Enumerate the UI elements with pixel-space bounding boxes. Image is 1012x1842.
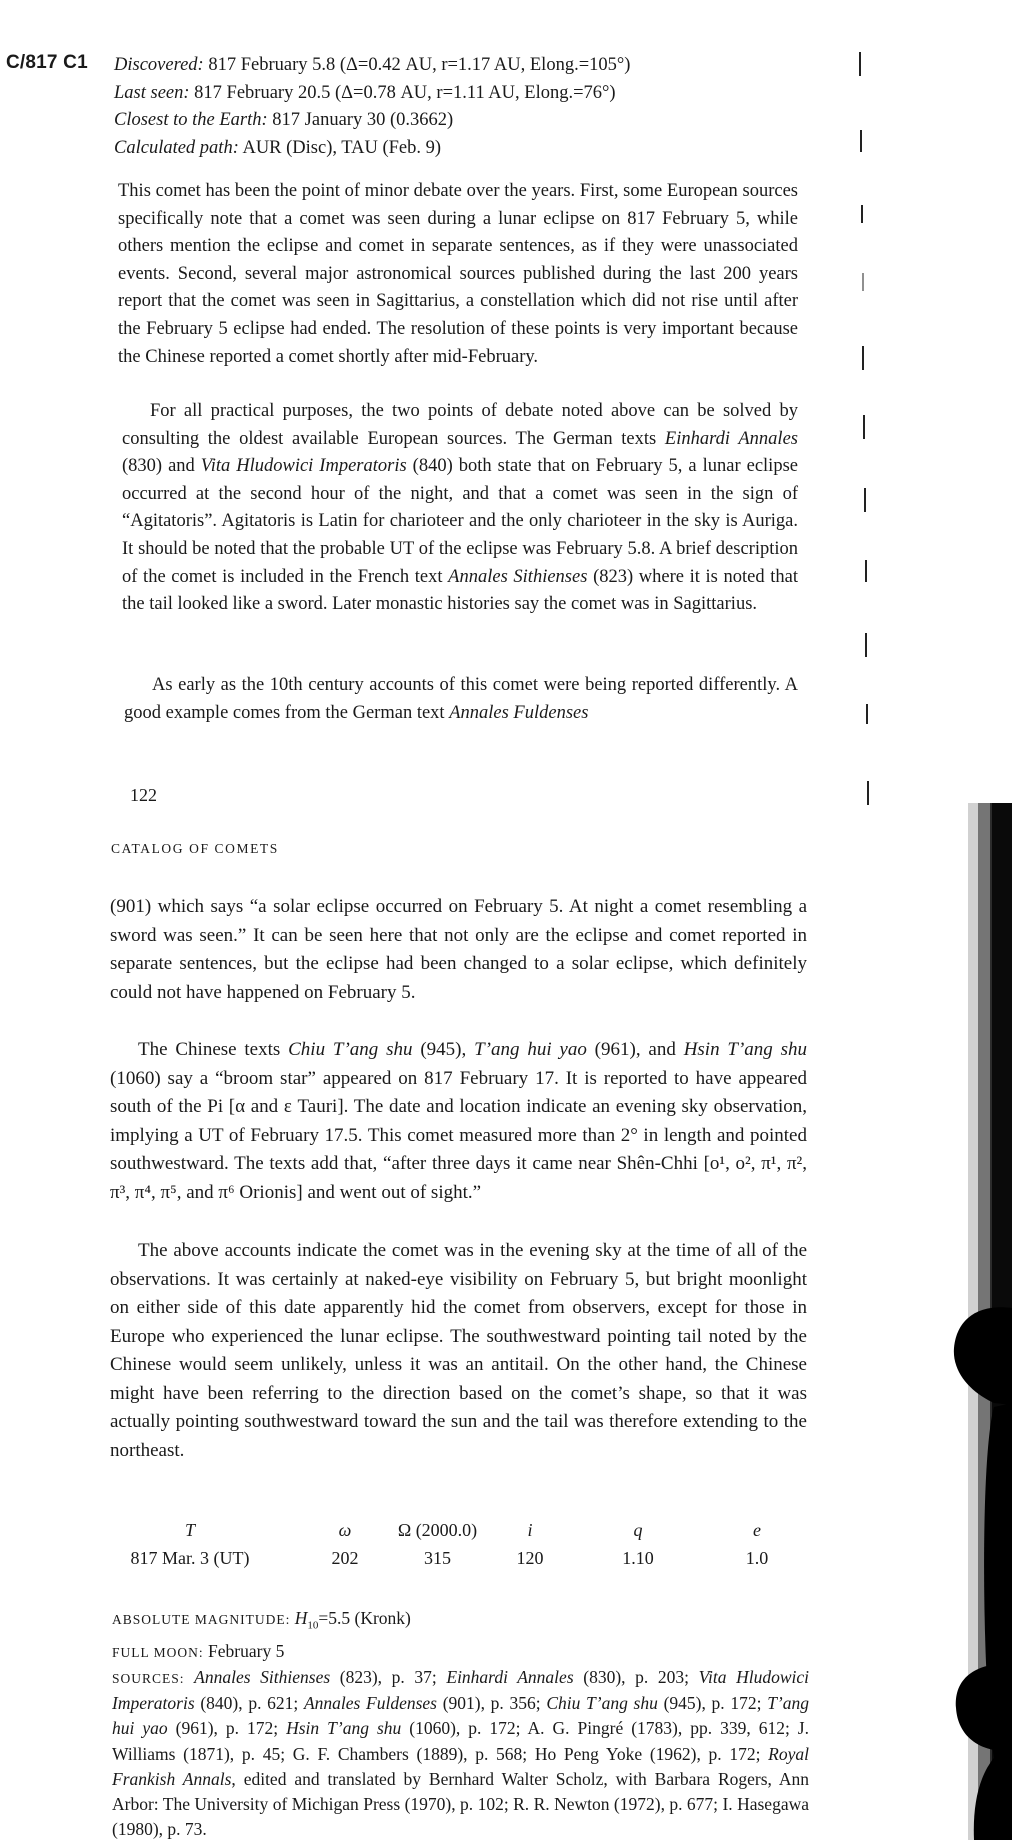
closest-earth-value: 817 January 30 (0.3662) (267, 110, 454, 130)
shadow-blob (954, 1307, 1012, 1405)
text-run: (823) where it is noted that the tail looked like a sword. Later monastic histories say the comet was in Sagittarius. (122, 566, 799, 615)
margin-mark (863, 415, 865, 439)
paragraph-debate: This comet has been the point of minor debate over the years. First, some European sources specifically note that a comet was seen during a lunar eclipse on 817 February 5, while others mention the eclipse and comet in separate sentences, as if they were unassociated events. Second, several major astronomical sources published during the last 200 years report that the comet was seen in Sagittarius, a constellation which did not rise until after the February 5 eclipse had ended. The resolution of these points is very important because the Chinese reported a comet shortly after mid-February. (118, 181, 798, 367)
paragraph-conclusion: The above accounts indicate the comet was in the evening sky at the time of all of the observations. It was certainly at naked-eye visibility on February 5, but bright moonlight on either side of this date apparently hid the comet from observers, except for those in Europe who experienced the lunar eclipse. The southwestward pointing tail noted by the Chinese would seem unlikely, unless it was an antitail. On the other hand, the Chinese might have been referring to the direction based on the comet’s shape, so that it was actually pointing southwestward toward the sun and the tail was therefore extending to the northeast. (110, 1240, 807, 1461)
source-citation: (840), p. 621; (194, 1693, 304, 1714)
text-run: The Chinese texts (138, 1039, 289, 1060)
sources-body (112, 1667, 809, 1839)
orbit-header-i: i (527, 1520, 533, 1540)
discovered-line (114, 52, 630, 80)
source-title: Einhardi Annales (446, 1666, 574, 1687)
orbit-header-T: T (184, 1520, 195, 1540)
full-moon-label: FULL MOON: (112, 1644, 204, 1660)
margin-mark (865, 633, 867, 657)
orbit-value-node: 315 (424, 1548, 451, 1568)
text-run: As early as the 10th century accounts of this comet were being reported differently. A good example comes from the German text (124, 675, 798, 723)
source-title: T’ang hui yao (112, 1693, 809, 1739)
magnitude-symbol: H (294, 1608, 308, 1628)
margin-mark (860, 130, 862, 152)
text-run: (830) and (122, 456, 201, 477)
source-title: Vita Hludowici Imperatoris (112, 1666, 810, 1714)
margin-mark (864, 488, 866, 512)
source-citation (185, 1667, 195, 1687)
title-sithienses: Annales Sithienses (448, 566, 588, 587)
source-citation: (1060), p. 172; A. G. Pingré (1783), pp. 339, 612; J. Williams (1871), p. 45; G. F. Chambers (1889), p. 568; Ho Peng Yoke (1962), p. 172; (112, 1718, 809, 1764)
text-run: (945), (412, 1039, 475, 1060)
sources-label: SOURCES: (112, 1670, 185, 1686)
page-number: 122 (130, 785, 157, 805)
sources-list (112, 1665, 809, 1842)
margin-mark (861, 205, 863, 223)
absolute-magnitude-value: =5.5 (Kronk) (318, 1608, 411, 1628)
closest-earth-line (114, 107, 630, 135)
source-title: Annales Sithienses (194, 1666, 331, 1687)
last-seen-label: Last seen: (114, 82, 190, 103)
margin-mark (859, 52, 861, 76)
source-citation: (945), p. 172; (657, 1693, 768, 1714)
margin-mark (866, 704, 868, 724)
discovered-label: Discovered: (114, 55, 204, 75)
source-citation: (961), p. 172; (167, 1718, 287, 1739)
title-fuldenses: Annales Fuldenses (449, 702, 589, 723)
text-run: For all practical purposes, the two points of debate noted above can be solved by consulting the oldest available European sources. The German texts (122, 401, 798, 449)
calculated-path-value: AUR (Disc), TAU (Feb. 9) (238, 137, 442, 158)
paragraph-chinese-texts (110, 1036, 807, 1207)
margin-mark (862, 346, 864, 370)
orbit-value-q: 1.10 (622, 1548, 654, 1568)
source-title: Chiu T’ang shu (546, 1693, 658, 1714)
title-chiu-tang-shu: Chiu T’ang shu (288, 1039, 413, 1060)
shadow-blob (956, 1663, 1012, 1751)
text-run: (961), and (586, 1039, 684, 1060)
source-title: Annales Fuldenses (303, 1693, 437, 1714)
last-seen-line (114, 80, 630, 108)
orbit-header-q: q (633, 1520, 643, 1540)
full-moon-value: February 5 (203, 1640, 285, 1661)
running-head: CATALOG OF COMETS (111, 841, 279, 856)
paragraph-tenth-century (124, 672, 798, 727)
source-citation: (830), p. 203; (573, 1666, 699, 1687)
orbit-header-omega: ω (338, 1520, 352, 1540)
discovered-value: 817 February 5.8 (Δ=0.42 AU, r=1.17 AU, Elong.=105°) (203, 55, 631, 75)
title-vita: Vita Hludowici Imperatoris (200, 456, 407, 477)
magnitude-subscript: 10 (307, 1619, 319, 1632)
comet-designation: C/817 C1 (6, 52, 88, 73)
margin-mark (865, 560, 867, 582)
source-title: Hsin T’ang shu (286, 1718, 402, 1739)
orbit-value-T: 817 Mar. 3 (UT) (130, 1548, 250, 1568)
orbit-header-e: e (753, 1520, 761, 1540)
last-seen-value: 817 February 20.5 (Δ=0.78 AU, r=1.11 AU, Elong.=76°) (189, 82, 616, 103)
source-citation: (901), p. 356; (437, 1693, 547, 1714)
orbit-value-i: 120 (516, 1548, 544, 1568)
title-tang-hui-yao: T’ang hui yao (474, 1039, 587, 1060)
margin-mark (867, 781, 869, 805)
scan-shadow (934, 803, 1012, 1840)
orbit-header-node: Ω (2000.0) (397, 1520, 478, 1540)
source-citation: , edited and translated by Bernhard Walter Scholz, with Barbara Rogers, Ann Arbor: The University of Michigan Press (1970), p. 102; R. R. Newton (1972), p. 677; I. Hasegawa (1980), p. 73. (112, 1768, 809, 1840)
orbit-value-omega: 202 (331, 1548, 359, 1568)
comet-header (114, 52, 630, 162)
margin-mark (862, 273, 864, 291)
paragraph-sources (122, 398, 798, 619)
title-hsin-tang-shu: Hsin T’ang shu (683, 1039, 808, 1060)
text-run: (1060) say a “broom star” appeared on 817 February 17. It is reported to have appeared south of the Pi [α and ε Tauri]. The date and location indicate an evening sky observation, implying a UT of February 17.5. This comet measured more than 2° in length and pointed southwestward. The texts add that, “after three days it came near Shên-Chhi [o¹, o², π¹, π², π³, π⁴, π⁵, and π⁶ Orionis] and went out of sight.” (110, 1067, 807, 1203)
orbit-value-e: 1.0 (745, 1548, 769, 1568)
closest-earth-label: Closest to the Earth: (114, 110, 268, 130)
calculated-path-label: Calculated path: (114, 137, 239, 158)
catalog-notes (112, 1606, 809, 1842)
full-moon-line (112, 1639, 809, 1665)
paragraph-solar-eclipse: (901) which says “a solar eclipse occurred on February 5. At night a comet resembling a sword was seen.” It can be seen here that not only are the eclipse and comet reported in separate sentences, but the eclipse had been changed to a solar eclipse, which definitely could not have happened on February 5. (110, 896, 807, 1003)
absolute-magnitude-label: ABSOLUTE MAGNITUDE: (112, 1612, 291, 1627)
text-run: (840) both state that on February 5, a lunar eclipse occurred at the second hour of the night, and that a comet was seen in the sign of “Agitatoris”. Agitatoris is Latin for charioteer and the only charioteer in the sky is Auriga. It should be noted that the probable UT of the eclipse was February 5.8. A brief description of the comet is included in the French text (122, 456, 798, 587)
calculated-path-line (114, 135, 630, 163)
source-title: Royal Frankish Annals (112, 1743, 809, 1789)
source-citation: (823), p. 37; (330, 1666, 447, 1687)
title-einhardi: Einhardi Annales (664, 428, 798, 449)
absolute-magnitude-line (112, 1606, 809, 1639)
